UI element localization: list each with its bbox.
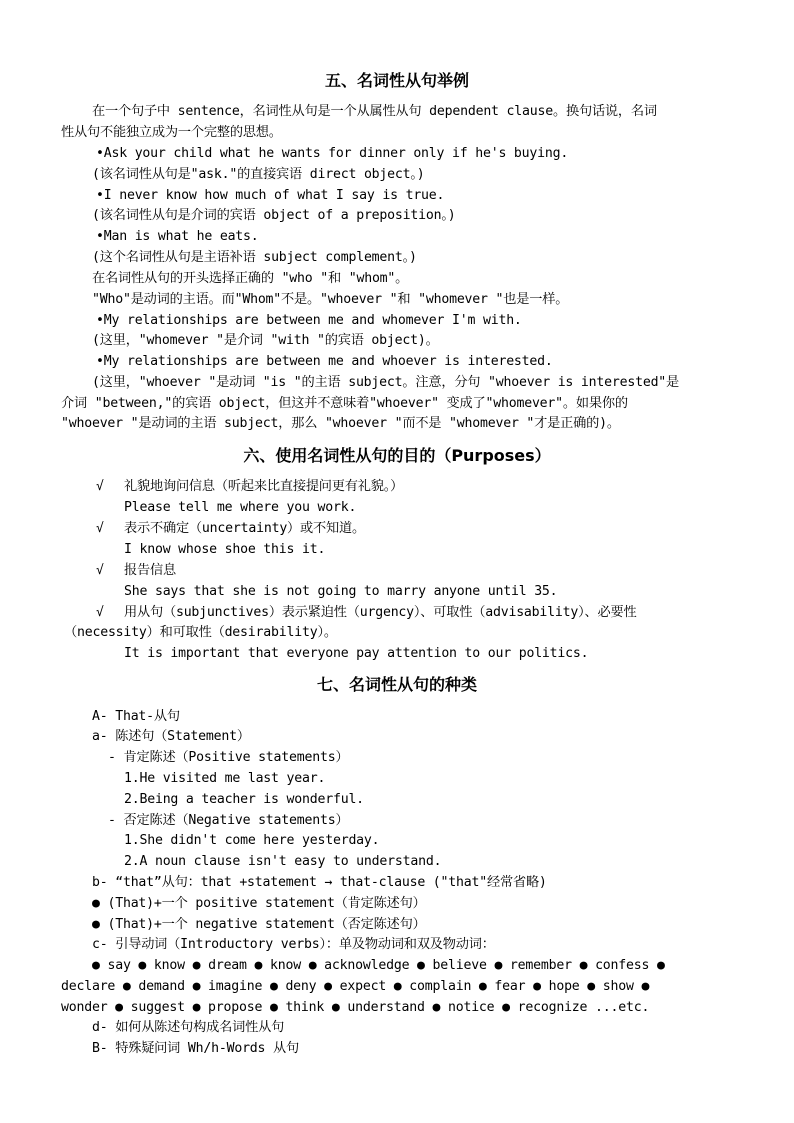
outline-subheading: a- 陈述句（Statement）: [92, 729, 250, 744]
purpose-item: 报告信息: [124, 563, 176, 578]
example-note: (这里，"whoever "是动词 "is "的主语 subject。注意，分句 "whoever is interested"是: [92, 375, 680, 390]
outline-heading: B- 特殊疑问词 Wh/h-Words 从句: [92, 1041, 300, 1056]
outline-subheading: b- “that”从句：that +statement → that-clause ("that"经常省略): [92, 875, 547, 890]
purpose-item: 礼貌地询问信息（听起来比直接提问更有礼貌。）: [124, 479, 404, 494]
outline-example: 1.She didn't come here yesterday.: [124, 833, 380, 848]
example-note: 介词 "between,"的宾语 object，但这并不意味着"whoever" 变成了"whomever"。如果你的: [61, 396, 628, 411]
purpose-example: Please tell me where you work.: [124, 500, 357, 515]
check-icon: √: [96, 521, 104, 536]
paragraph-line: 性从句不能独立成为一个完整的思想。: [61, 125, 282, 140]
check-icon: √: [96, 479, 104, 494]
check-icon: √: [96, 605, 104, 620]
purpose-example: She says that she is not going to marry anyone until 35.: [124, 584, 558, 599]
outline-example: 2.Being a teacher is wonderful.: [124, 792, 364, 807]
outline-item: - 否定陈述（Negative statements）: [108, 813, 349, 828]
outline-heading: A- That-从句: [92, 709, 180, 724]
outline-example: 2.A noun clause isn't easy to understand.: [124, 854, 442, 869]
outline-subheading: d- 如何从陈述句构成名词性从句: [92, 1020, 285, 1035]
paragraph-line: 在一个句子中 sentence，名词性从句是一个从属性从句 dependent clause。换句话说，名词: [92, 104, 657, 119]
verb-list-line: wonder ● suggest ● propose ● think ● understand ● notice ● recognize ...etc.: [61, 1000, 650, 1015]
check-icon: √: [96, 563, 104, 578]
verb-list-line: ● say ● know ● dream ● know ● acknowledge ● believe ● remember ● confess ●: [92, 958, 665, 973]
example-note: (这个名词性从句是主语补语 subject complement。): [92, 250, 417, 265]
outline-subheading: c- 引导动词（Introductory verbs）：单及物动词和双及物动词：: [92, 937, 495, 952]
outline-item: ● (That)+一个 positive statement（肯定陈述句）: [92, 896, 426, 911]
example-note: "whoever "是动词的主语 subject，那么 "whoever "而不是 "whomever "才是正确的)。: [61, 416, 620, 431]
purpose-item: 表示不确定（uncertainty）或不知道。: [124, 521, 365, 536]
example-note: (该名词性从句是"ask."的直接宾语 direct object。): [92, 167, 425, 182]
purpose-example: I know whose shoe this it.: [124, 542, 326, 557]
purpose-item: 用从句（subjunctives）表示紧迫性（urgency）、可取性（advisability）、必要性: [124, 605, 637, 620]
purpose-example: It is important that everyone pay attention to our politics.: [124, 646, 589, 661]
example-sentence: •I never know how much of what I say is true.: [96, 188, 445, 203]
purpose-item: （necessity）和可取性（desirability）。: [64, 625, 337, 640]
paragraph-line: 在名词性从句的开头选择正确的 "who "和 "whom"。: [92, 271, 409, 286]
section-five-title: 五、名词性从句举例: [324, 71, 469, 90]
paragraph-line: "Who"是动词的主语。而"Whom"不是。"whoever "和 "whomever "也是一样。: [92, 292, 569, 307]
verb-list-line: declare ● demand ● imagine ● deny ● expect ● complain ● fear ● hope ● show ●: [61, 979, 650, 994]
example-sentence: •Man is what he eats.: [96, 229, 259, 244]
section-six-title: 六、使用名词性从句的目的（Purposes）: [243, 446, 551, 465]
outline-item: - 肯定陈述（Positive statements）: [108, 750, 349, 765]
example-sentence: •My relationships are between me and whomever I'm with.: [96, 313, 522, 328]
example-note: (该名词性从句是介词的宾语 object of a preposition。): [92, 208, 456, 223]
example-sentence: •My relationships are between me and whoever is interested.: [96, 354, 553, 369]
example-sentence: •Ask your child what he wants for dinner only if he's buying.: [96, 146, 569, 161]
section-seven-title: 七、名词性从句的种类: [316, 675, 477, 694]
example-note: (这里，"whomever "是介词 "with "的宾语 object)。: [92, 333, 439, 348]
outline-item: ● (That)+一个 negative statement（否定陈述句）: [92, 917, 426, 932]
outline-example: 1.He visited me last year.: [124, 771, 326, 786]
